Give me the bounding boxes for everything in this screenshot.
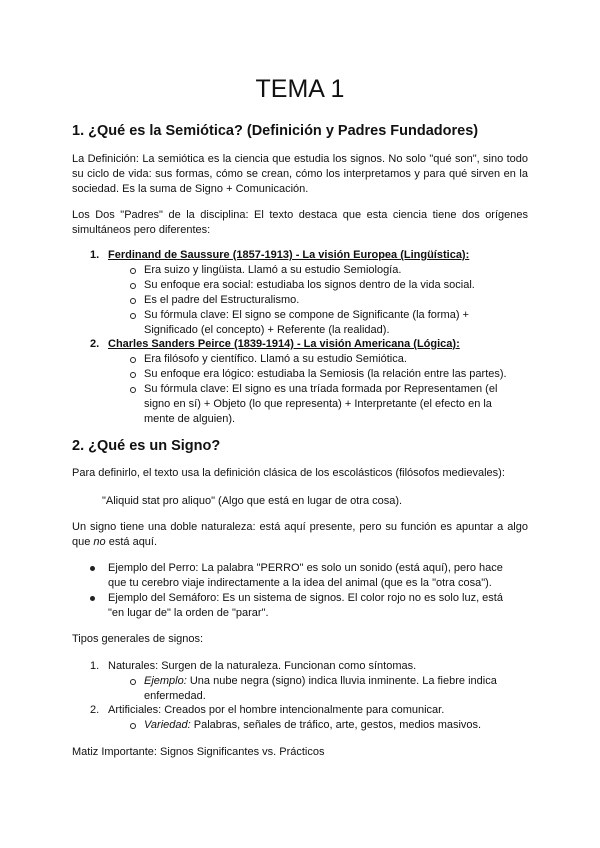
- father-2-bullet-3: Su fórmula clave: El signo es una tríada formada por Representamen (el signo en sí) + Objeto (lo que representa) + Interpretante (el efecto en la mente de alguien).: [144, 383, 498, 425]
- nature-paragraph: Un signo tiene una doble naturaleza: está aquí presente, pero su función es apuntar a algo que no está aquí.: [72, 521, 528, 548]
- circle-bullet-icon: [130, 313, 136, 319]
- father-2-title: Charles Sanders Peirce (1839-1914) - La visión Americana (Lógica):: [108, 338, 460, 350]
- definition-paragraph: La Definición: La semiótica es la ciencia que estudia los signos. No solo "qué son", sino todo su ciclo de vida: sus formas, cómo se crean, cómo los interpretamos y para qué sirven en la sociedad. Es la suma de Signo + Comunicación.: [72, 153, 528, 195]
- tipo-artificiales-variedad: Variedad: Palabras, señales de tráfico, arte, gestos, medios masivos.: [144, 719, 482, 731]
- section-2-heading: 2. ¿Qué es un Signo?: [72, 438, 221, 454]
- matiz-heading: Matiz Importante: Signos Significantes vs. Prácticos: [72, 746, 325, 758]
- padres-intro-paragraph: Los Dos "Padres" de la disciplina: El texto destaca que esta ciencia tiene dos orígenes simultáneos pero diferentes:: [72, 209, 528, 236]
- example-semaforo: Ejemplo del Semáforo: Es un sistema de signos. El color rojo no es solo luz, está "en lugar de" la orden de "parar".: [108, 592, 503, 619]
- tipo-2-number: 2.: [90, 704, 100, 716]
- page-title: TEMA 1: [255, 75, 345, 103]
- father-1-number: 1.: [90, 249, 100, 261]
- tipo-naturales-ejemplo: Ejemplo: Una nube negra (signo) indica lluvia inminente. La fiebre indica enfermedad.: [144, 675, 497, 702]
- circle-bullet-icon: [130, 268, 136, 274]
- bullet-icon: [90, 596, 95, 601]
- circle-bullet-icon: [130, 387, 136, 393]
- section-2-intro: Para definirlo, el texto usa la definición clásica de los escolásticos (filósofos medievales):: [72, 467, 505, 479]
- tipo-1-number: 1.: [90, 660, 100, 672]
- bullet-icon: [90, 566, 95, 571]
- father-2-bullet-2: Su enfoque era lógico: estudiaba la Semiosis (la relación entre las partes).: [144, 368, 507, 380]
- father-2-bullet-1: Era filósofo y científico. Llamó a su estudio Semiótica.: [144, 353, 407, 365]
- example-perro: Ejemplo del Perro: La palabra "PERRO" es solo un sonido (está aquí), pero hace que tu cerebro viaje indirectamente a la idea del animal (que es la "otra cosa").: [108, 562, 503, 589]
- father-1-bullet-2: Su enfoque era social: estudiaba los signos dentro de la vida social.: [144, 279, 475, 291]
- circle-bullet-icon: [130, 723, 136, 729]
- father-1-title: Ferdinand de Saussure (1857-1913) - La visión Europea (Lingüística):: [108, 249, 470, 261]
- tipos-heading: Tipos generales de signos:: [72, 633, 204, 645]
- circle-bullet-icon: [130, 372, 136, 378]
- father-2-number: 2.: [90, 338, 100, 350]
- circle-bullet-icon: [130, 679, 136, 685]
- circle-bullet-icon: [130, 357, 136, 363]
- father-1-bullet-1: Era suizo y lingüista. Llamó a su estudio Semiología.: [144, 264, 402, 276]
- tipo-artificiales: Artificiales: Creados por el hombre intencionalmente para comunicar.: [108, 704, 445, 716]
- section-1-heading: 1. ¿Qué es la Semiótica? (Definición y Padres Fundadores): [72, 123, 479, 139]
- latin-quote: "Aliquid stat pro aliquo" (Algo que está en lugar de otra cosa).: [102, 495, 403, 507]
- circle-bullet-icon: [130, 298, 136, 304]
- circle-bullet-icon: [130, 283, 136, 289]
- tipo-naturales: Naturales: Surgen de la naturaleza. Funcionan como síntomas.: [108, 660, 417, 672]
- father-1-bullet-3: Es el padre del Estructuralismo.: [144, 294, 300, 306]
- father-1-bullet-4: Su fórmula clave: El signo se compone de Significante (la forma) + Significado (el concepto) + Referente (la realidad).: [144, 309, 469, 336]
